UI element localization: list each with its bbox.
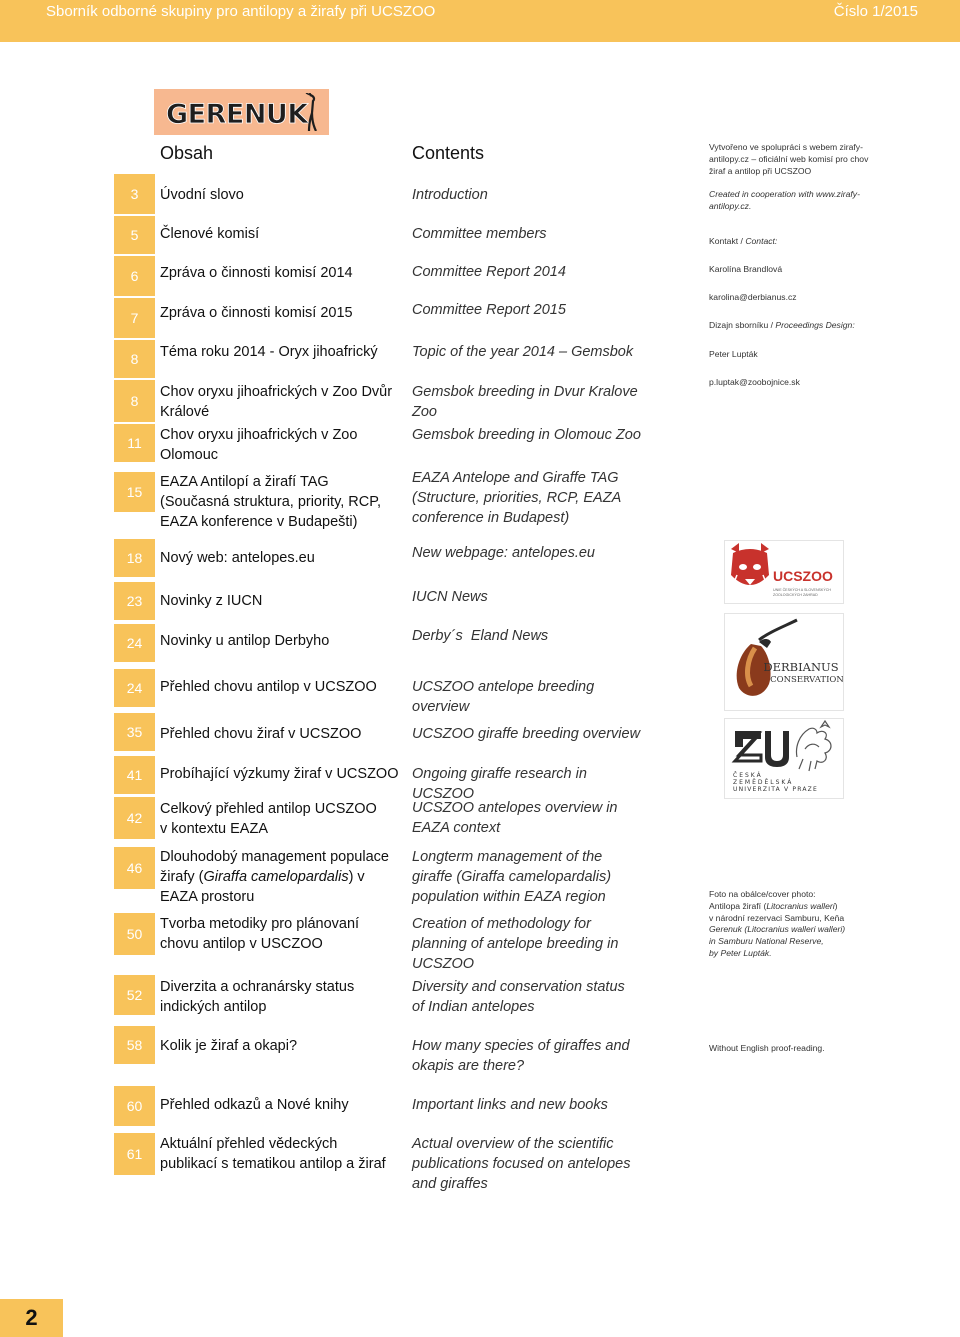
entry-title-cz: Kolik je žiraf a okapi?	[160, 1038, 298, 1054]
contact-label-cz: Kontakt /	[709, 236, 746, 246]
entry-title-en: UCSZOO antelope breeding overview	[412, 679, 595, 715]
czu-line3: UNIVERZITA V PRAZE	[733, 786, 818, 793]
entry-title-cz: Novinky u antilop Derbyho	[160, 633, 330, 649]
species-name: Giraffa camelopardalis	[203, 869, 349, 885]
entry-title-cz: Přehled chovu žiraf v UCSZOO	[160, 726, 362, 742]
credit-line	[709, 924, 879, 936]
entry-title-cz: Přehled chovu antilop v UCSZOO	[160, 679, 377, 695]
credit-line: Foto na obálce/cover photo:	[709, 889, 816, 899]
entry-title-en: Gemsbok breeding in Dvur Kralove Zoo	[412, 384, 638, 420]
czu-logo	[724, 718, 844, 799]
svg-text:UNIE ČESKÝCH A SLOVENSKÝCH: UNIE ČESKÝCH A SLOVENSKÝCH	[773, 588, 831, 592]
credit-line	[709, 901, 879, 913]
species-name: Litocranius walleri walleri	[747, 924, 843, 935]
created-note-cz: Vytvořeno ve spolupráci s webem zirafy-antilopy.cz – oficiální web komisí pro chov žiraf a antilop při UCSZOO	[709, 142, 869, 176]
page-badge: 58	[114, 1026, 155, 1064]
entry-title-en: Introduction	[412, 187, 488, 203]
credit-part: )	[842, 924, 846, 935]
page-badge: 8	[114, 340, 155, 378]
entry-title-cz: Novinky z IUCN	[160, 593, 263, 609]
design-label-cz: Dizajn sborníku /	[709, 320, 776, 330]
entry-title-en: Gemsbok breeding in Olomouc Zoo	[412, 427, 641, 443]
page-badge: 41	[114, 756, 155, 794]
entry-title-cz-part: Dlouhodobý management populace žirafy (	[160, 849, 389, 885]
entry-title-cz: Tvorba metodiky pro plánovaní chovu antilop v USCZOO	[160, 916, 360, 952]
entry-title-cz: EAZA Antilopí a žirafí TAG (Současná struktura, priority, RCP, EAZA konference v Budapešti)	[160, 474, 382, 530]
designer-email[interactable]: p.luptak@zoobojnice.sk	[709, 377, 800, 387]
svg-text:ZOOLOGICKÝCH ZAHRAD: ZOOLOGICKÝCH ZAHRAD	[773, 593, 818, 597]
page-badge: 24	[114, 624, 155, 662]
entry-title-cz: Zpráva o činnosti komisí 2015	[160, 305, 353, 321]
entry-title-en: Derby´s Eland News	[412, 628, 549, 644]
page-badge: 7	[114, 298, 155, 338]
contact-email[interactable]: karolina@derbianus.cz	[709, 292, 797, 302]
cover-photo-credit	[709, 889, 879, 960]
entry-title-en: EAZA Antelope and Giraffe TAG (Structure, priorities, RCP, EAZA conference in Budapest)	[412, 470, 621, 526]
page-badge: 50	[114, 913, 155, 955]
page-badge: 60	[114, 1086, 155, 1126]
design-label-en: Proceedings Design:	[775, 320, 855, 330]
credit-part: )	[834, 900, 838, 911]
page-badge: 35	[114, 713, 155, 751]
entry-title-cz-part: ) v EAZA prostoru	[160, 869, 365, 905]
entry-title-en: Creation of methodology for planning of antelope breeding in UCSZOO	[412, 916, 619, 972]
design-label	[709, 320, 874, 332]
czu-line1: ČESKÁ	[733, 772, 763, 779]
entry-title-en: Diversity and conservation status of Indian antelopes	[412, 979, 625, 1015]
ucszoo-wordmark: UCSZOO	[773, 568, 833, 584]
derbianus-subtitle: CONSERVATION	[770, 675, 843, 685]
entry-title-cz: Úvodní slovo	[160, 187, 244, 203]
designer-name: Peter Lupták	[709, 349, 758, 359]
credit-line: v národní rezervaci Samburu, Keňa	[709, 912, 845, 923]
entry-title-en: Committee Report 2015	[412, 302, 566, 318]
ucszoo-logo	[724, 540, 844, 604]
derbianus-wordmark: DERBIANUS	[763, 660, 839, 674]
credit-line: by Peter Lupták.	[709, 947, 772, 958]
entry-title-cz: Chov oryxu jihoafrických v Zoo Olomouc	[160, 427, 358, 463]
contact-label	[709, 236, 874, 248]
entry-title-cz: Téma roku 2014 - Oryx jihoafrický	[160, 344, 378, 360]
proofreading-note: Without English proof-reading.	[709, 1043, 825, 1053]
entry-title-en: IUCN News	[412, 589, 488, 605]
entry-title-cz: Celkový přehled antilop UCSZOO v kontextu EAZA	[160, 801, 377, 837]
derbianus-logo	[724, 613, 844, 711]
issue-number: Číslo 1/2015	[833, 3, 918, 20]
species-name: Litocranius walleri	[766, 900, 835, 911]
credit-part: Antilopa žirafí (	[709, 900, 767, 911]
entry-title-en: Committee members	[412, 226, 547, 242]
entry-title-cz: Chov oryxu jihoafrických v Zoo Dvůr Králové	[160, 384, 393, 420]
entry-title-cz: Členové komisí	[160, 226, 260, 242]
czu-line2: ZEMĚDĚLSKÁ	[733, 779, 794, 786]
page-badge: 52	[114, 975, 155, 1015]
contact-label-en: Contact:	[745, 236, 778, 246]
entry-title-cz: Přehled odkazů a Nové knihy	[160, 1097, 349, 1113]
page-badge: 11	[114, 424, 155, 462]
entry-title-cz: Zpráva o činnosti komisí 2014	[160, 265, 353, 281]
entry-title-en: Actual overview of the scientific publications focused on antelopes and giraffes	[412, 1136, 631, 1192]
contact-name: Karolína Brandlová	[709, 264, 783, 274]
page-badge: 24	[114, 669, 155, 707]
entry-title-cz: Nový web: antelopes.eu	[160, 550, 315, 566]
journal-title: Sborník odborné skupiny pro antilopy a žirafy při UCSZOO	[46, 3, 436, 20]
page-number: 2	[0, 1299, 63, 1337]
page-badge: 61	[114, 1133, 155, 1175]
entry-title-cz: Diverzita a ochranársky status indických antilop	[160, 979, 355, 1015]
entry-title-en: Committee Report 2014	[412, 264, 566, 280]
entry-title-en: Ongoing giraffe research in UCSZOO	[412, 766, 587, 802]
contents-title-en: Contents	[412, 143, 485, 163]
credit-line: in Samburu National Reserve,	[709, 936, 824, 947]
credit-part: Gerenuk (	[709, 924, 748, 935]
entry-title-en: Longterm management of the giraffe (Giraffa camelopardalis) population within EAZA region	[412, 849, 612, 905]
entry-title-cz	[160, 847, 400, 907]
contents-title-cz: Obsah	[160, 143, 214, 163]
page-badge: 15	[114, 472, 155, 512]
entry-title-en: Important links and new books	[412, 1097, 608, 1113]
svg-text:GERENUK: GERENUK	[166, 99, 308, 130]
page-badge: 42	[114, 797, 155, 839]
page-badge: 3	[114, 174, 155, 214]
page-badge: 8	[114, 380, 155, 422]
entry-title-en: UCSZOO giraffe breeding overview	[412, 726, 641, 742]
running-header	[0, 0, 960, 42]
page-badge: 6	[114, 256, 155, 296]
entry-title-cz: Aktuální přehled vědeckých publikací s tematikou antilop a žiraf	[160, 1136, 386, 1172]
entry-title-en: UCSZOO antelopes overview in EAZA context	[412, 800, 618, 836]
page-badge: 5	[114, 216, 155, 254]
page-badge: 23	[114, 582, 155, 620]
entry-title-en: Topic of the year 2014 – Gemsbok	[412, 344, 634, 360]
gerenuk-logo	[154, 89, 329, 135]
entry-title-en: New webpage: antelopes.eu	[412, 545, 595, 561]
entry-title-cz: Probíhající výzkumy žiraf v UCSZOO	[160, 766, 399, 782]
created-note-en: Created in cooperation with www.zirafy-antilopy.cz.	[709, 189, 860, 211]
page-badge: 46	[114, 847, 155, 889]
page-badge: 18	[114, 539, 155, 577]
entry-title-en: How many species of giraffes and okapis are there?	[412, 1038, 630, 1074]
